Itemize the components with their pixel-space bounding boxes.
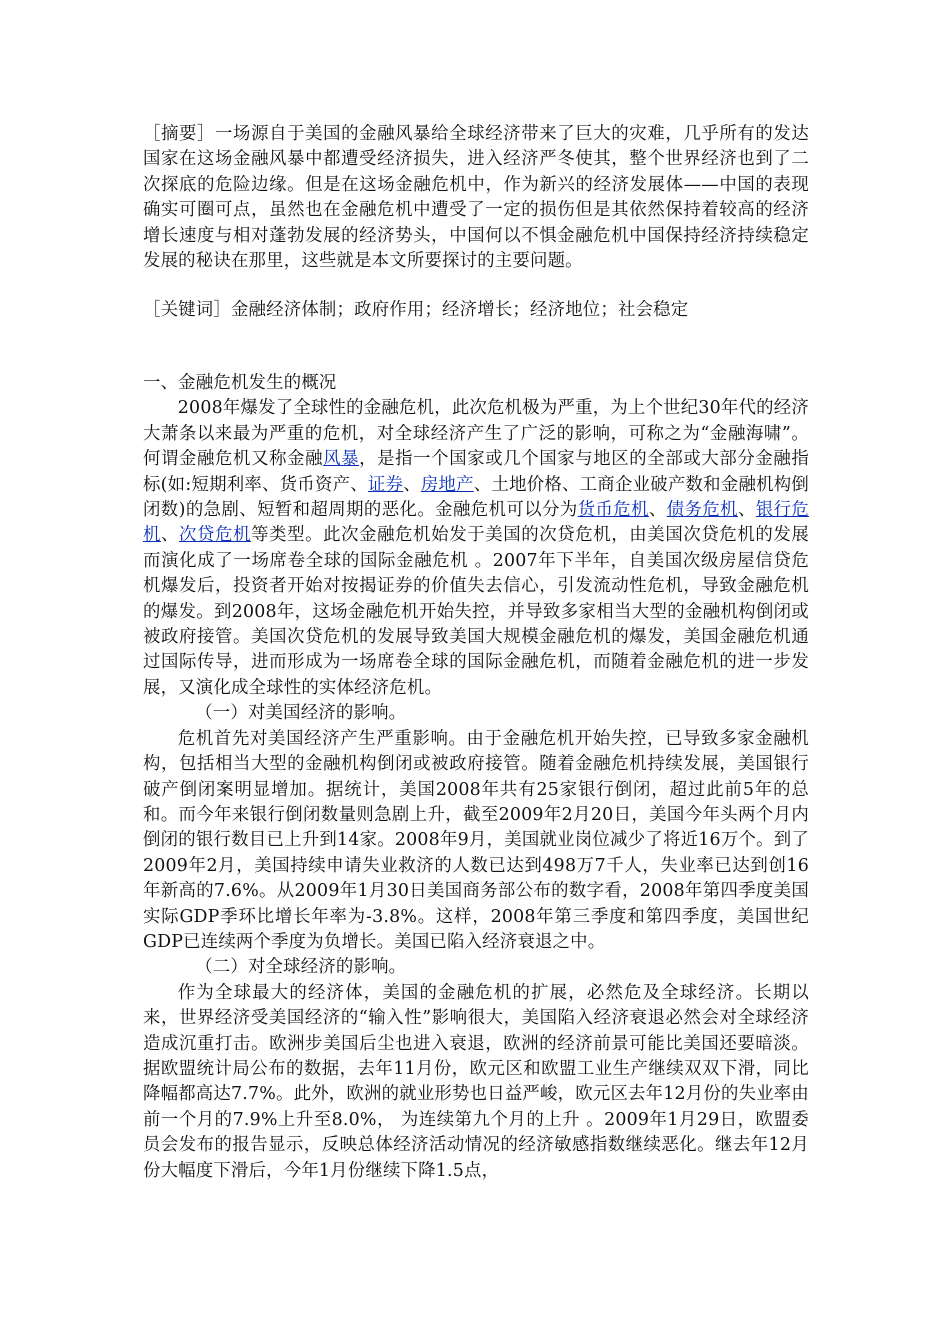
keywords-section [143, 298, 809, 323]
abstract-paragraph [143, 122, 809, 274]
link-zhengquan[interactable]: 证券 [367, 474, 404, 495]
separator: 、 [737, 500, 756, 521]
paragraph-text: ，是指一个国家或几个国家与地区的全部或大部分金融指标(如:短期利率、货币资产、 [143, 449, 809, 495]
link-zhaiwu-weiji[interactable]: 债务危机 [666, 500, 738, 521]
link-yinhang-weiji[interactable]: 银行危机 [143, 500, 809, 546]
subsection-heading-global: （二）对全球经济的影响。 [195, 957, 407, 978]
separator: 、 [403, 474, 421, 495]
separator: 、 [648, 500, 667, 521]
section-heading: 一、金融危机发生的概况 [143, 373, 337, 393]
paragraph-text: 2008年爆发了全球性的金融危机，此次危机极为严重，为上个世纪30年代的经济大萧条以来最为严重的危机，对全球经济产生了广泛的影响，可称之为“金融海啸”。何谓金融危机又称金融 [143, 398, 809, 470]
separator: 、 [161, 525, 180, 546]
link-fengbao[interactable]: 风暴 [323, 449, 360, 470]
link-huobi-weiji[interactable]: 货币危机 [577, 500, 649, 521]
abstract-section [143, 122, 809, 274]
paragraph-text: 等类型。此次金融危机始发于美国的次贷危机，由美国次贷危机的发展而演化成了一场席卷全球的国际金融危机 。2007年下半年，自美国次级房屋信贷危机爆发后，投资者开始对按揭证券的价值失去信心，引发流动性危机，导致金融危机的爆发。到2008年，这场金融危机开始失控，并导致多家相当大型的金融机构倒闭或被政府接管。美国次贷危机的发展导致美国大规模金融危机的爆发，美国金融危机通过国际传导，进而形成为一场席卷全球的国际金融危机，而随着金融危机的进一步发展，又演化成全球性的实体经济危机。 [143, 525, 809, 698]
link-fangdichan[interactable]: 房地产 [420, 474, 474, 495]
paragraph-text: 、土地价格、工商企业破产数和金融机构倒闭数)的急剧、短暂和超周期的恶化。金融危机可以分为 [143, 474, 809, 521]
keywords-label: ［关键词］ [143, 300, 231, 320]
body-section [143, 371, 809, 1184]
global-impact-paragraph: 作为全球最大的经济体，美国的金融危机的扩展，必然危及全球经济。长期以来，世界经济受美国经济的“输入性”影响很大，美国陷入经济衰退必然会对全球经济造成沉重打击。欧洲步美国后尘也进入衰退，欧洲的经济前景可能比美国还要暗淡。据欧盟统计局公布的数据，去年11月份，欧元区和欧盟工业生产继续双双下滑，同比降幅都高达7.7%。此外，欧洲的就业形势也日益严峻，欧元区去年12月份的失业率由前一个月的7.9%上升至8.0%， 为连续第九个月的上升 。2009年1月29日，欧盟委员会发布的报告显示，反映总体经济活动情况的经济敏感指数继续恶化。继去年12月份大幅度下滑后，今年1月份继续下降1.5点， [143, 982, 809, 1181]
us-impact-paragraph: 危机首先对美国经济产生严重影响。由于金融危机开始失控，已导致多家金融机构，包括相当大型的金融机构倒闭或被政府接管。随着金融危机持续发展，美国银行破产倒闭案明显增加。据统计，美国2008年共有25家银行倒闭，超过此前5年的总和。而今年来银行倒闭数量则急剧上升，截至2009年2月20日，美国今年头两个月内倒闭的银行数目已上升到14家。2008年9月，美国就业岗位减少了将近16万个。到了2009年2月，美国持续申请失业救济的人数已达到498万7千人，失业率已达到创16年新高的7.6%。从2009年1月30日美国商务部公布的数字看，2008年第四季度美国实际GDP季环比增长年率为-3.8%。这样，2008年第三季度和第四季度，美国世纪GDP已连续两个季度为负增长。美国已陷入经济衰退之中。 [143, 728, 809, 952]
link-cidai-weiji[interactable]: 次贷危机 [179, 525, 252, 546]
overview-paragraph [143, 396, 809, 701]
keywords-paragraph [143, 298, 809, 323]
abstract-label: ［摘要］ [143, 124, 216, 144]
keywords-text: 金融经济体制；政府作用；经济增长；经济地位；社会稳定 [230, 300, 689, 320]
abstract-text: 一场源自于美国的金融风暴给全球经济带来了巨大的灾难，几乎所有的发达国家在这场金融风暴中都遭受经济损失，进入经济严冬使其，整个世界经济也到了二次探底的危险边缘。但是在这场金融危机中，作为新兴的经济发展体——中国的表现确实可圈可点，虽然也在金融危机中遭受了一定的损伤但是其依然保持着较高的经济增长速度与相对蓬勃发展的经济势头，中国何以不惧金融危机中国保持经济持续稳定发展的秘诀在那里，这些就是本文所要探讨的主要问题。 [143, 124, 809, 272]
subsection-heading-us: （一）对美国经济的影响。 [195, 703, 407, 724]
